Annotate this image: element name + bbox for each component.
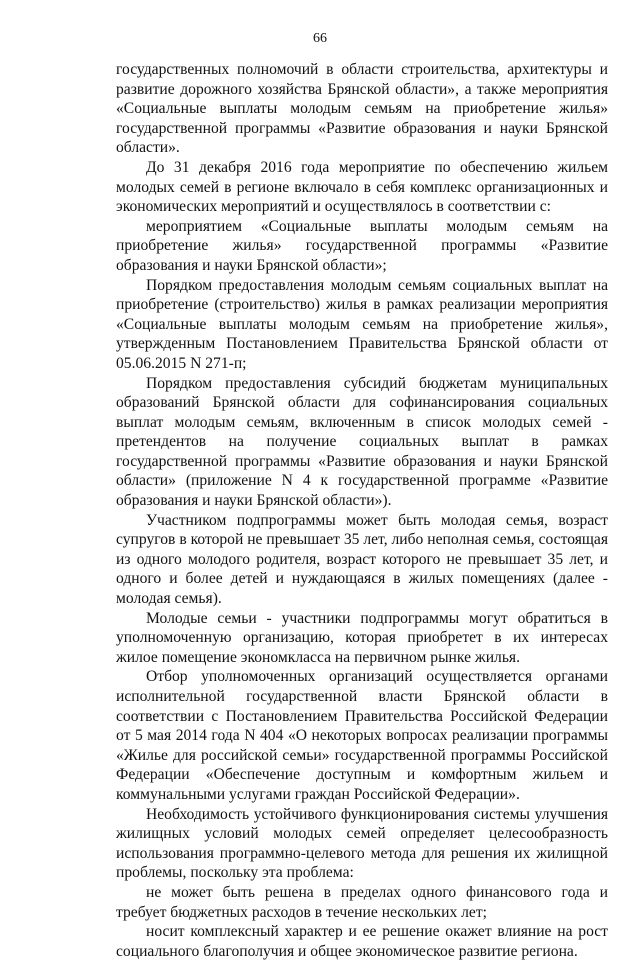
paragraph: Необходимость устойчивого функционирования системы улучшения жилищных условий молодых семей определяет целесообразность использования программно-целевого метода для решения их жилищной проблемы, поскольку эта проблема: [116,805,608,882]
paragraph: Участником подпрограммы может быть молодая семья, возраст супругов в которой не превышает 35 лет, либо неполная семья, состоящая из одного молодого родителя, возраст которого не превышает 35 лет, и одного и более детей и нуждающаяся в жилых помещениях (далее - молодая семья). [116,511,608,608]
paragraph: не может быть решена в пределах одного финансового года и требует бюджетных расходов в течение нескольких лет; [116,883,608,921]
document-body [116,60,608,961]
paragraph: Молодые семьи - участники подпрограммы могут обратиться в уполномоченную организацию, которая приобретет в их интересах жилое помещение экономкласса на первичном рынке жилья. [116,609,608,666]
paragraph: Порядком предоставления молодым семьям социальных выплат на приобретение (строительство) жилья в рамках реализации мероприятия «Социальные выплаты молодым семьям на приобретение жилья», утвержденным Постановлением Правительства Брянской области от 05.06.2015 N 271-п; [116,276,608,372]
paragraph: носит комплексный характер и ее решение окажет влияние на рост социального благополучия и общее экономическое развитие региона. [116,923,608,960]
paragraph: Отбор уполномоченных организаций осуществляется органами исполнительной государственной власти Брянской области в соответствии с Постановлением Правительства Российской Федерации от 5 мая 2014 года N 404 «О некоторых вопросах реализации программы «Жилье для российской семьи» государственной программы Российской Федерации «Обеспечение доступным и комфортным жильем и коммунальными услугами граждан Российской Федерации». [116,668,608,803]
paragraph: мероприятием «Социальные выплаты молодым семьям на приобретение жилья» государственной программы «Развитие образования и науки Брянской области»; [116,217,608,274]
paragraph: До 31 декабря 2016 года мероприятие по обеспечению жильем молодых семей в регионе включало в себя комплекс организационных и экономических мероприятий и осуществлялось в соответствии с: [116,158,608,216]
paragraph-continuation: государственных полномочий в области строительства, архитектуры и развитие дорожного хозяйства Брянской области», а также мероприятия «Социальные выплаты молодым семьям на приобретение жилья» государственной программы «Развитие образования и науки Брянской области». [116,61,608,157]
paragraph: Порядком предоставления субсидий бюджетам муниципальных образований Брянской области для софинансирования социальных выплат молодым семьям, включенным в список молодых семей - претендентов на получение социальных выплат в рамках государственной программы «Развитие образования и науки Брянской области» (приложение N 4 к государственной программе «Развитие образования и науки Брянской области»). [116,374,608,510]
page-number: 66 [313,31,327,46]
